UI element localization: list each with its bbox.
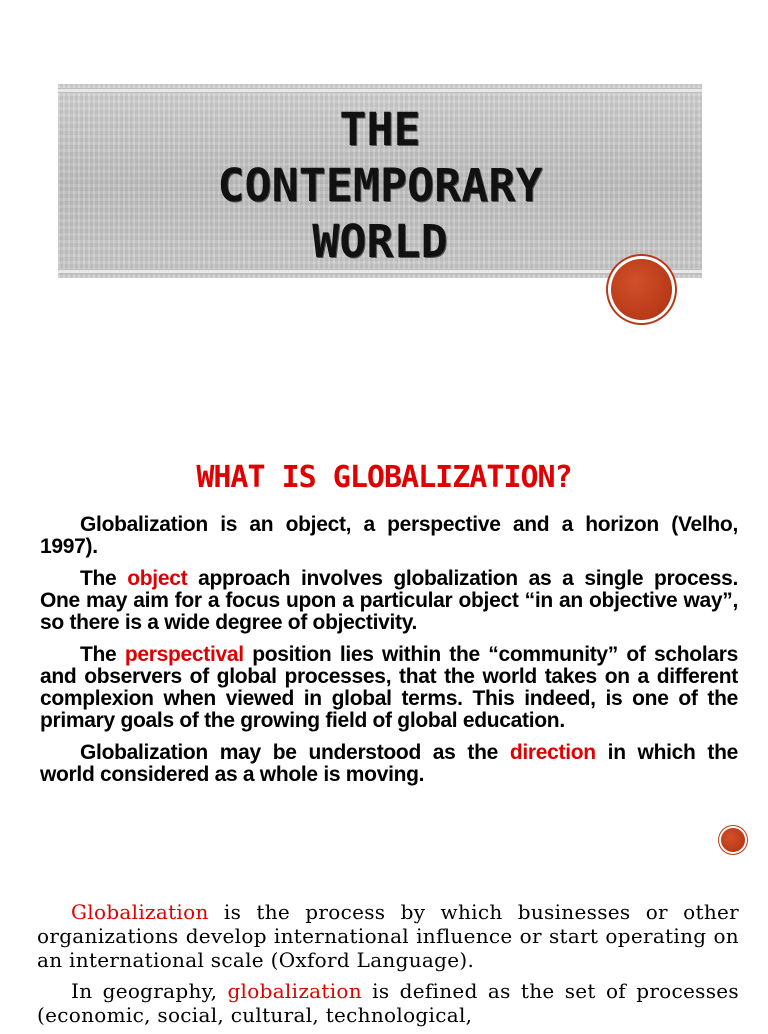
paragraph-2 — [37, 979, 739, 1027]
paragraph-2-text-b: approach involves globalization as a single process. One may aim for a focus upon a particular object “in an objective way”, so there is a wide degree of objectivity. — [40, 567, 738, 634]
paragraph-3-text-a: The — [80, 643, 125, 666]
paragraph-4-text-b: in which the world considered as a whole is moving. — [40, 741, 738, 786]
highlight-object: object — [127, 567, 188, 590]
paragraph-1-text: Globalization is an object, a perspective and a horizon (Velho, 1997). — [40, 513, 738, 558]
paragraph-1 — [40, 514, 738, 558]
highlight-direction: direction — [509, 741, 596, 764]
paragraph-3 — [40, 644, 738, 732]
title-slide — [0, 0, 768, 400]
paragraph-4 — [40, 742, 738, 786]
title-line-1: THE — [339, 103, 421, 156]
title-line-2: CONTEMPORARY — [217, 159, 543, 212]
highlight-globalization: Globalization — [71, 900, 209, 924]
slide-heading: WHAT IS GLOBALIZATION? — [196, 460, 572, 495]
slide-body — [40, 514, 738, 796]
globalization-process-slide — [0, 860, 768, 1027]
highlight-perspectival: perspectival — [124, 643, 244, 666]
slide-title — [58, 102, 702, 270]
paragraph-2-text-a: In geography, — [71, 979, 228, 1003]
paragraph-2 — [40, 568, 738, 634]
decorative-circle — [611, 259, 672, 320]
title-line-3: WORLD — [312, 215, 448, 268]
globalization-definition-slide — [0, 400, 768, 860]
title-banner — [58, 84, 702, 278]
paragraph-2-text-b: is defined as the set of processes (economic, social, cultural, technological, — [37, 979, 739, 1027]
paragraph-3-text-b: position lies within the “community” of scholars and observers of global processes, that the world takes on a different complexion when viewed in global terms. This indeed, is one of the primary goals of the growing field of global education. — [40, 643, 738, 732]
paragraph-1 — [37, 900, 739, 972]
highlight-globalization-2: globalization — [227, 979, 362, 1003]
paragraph-2-text-a: The — [80, 567, 128, 590]
paragraph-4-text-a: Globalization may be understood as the — [80, 741, 510, 764]
paragraph-1-text: is the process by which businesses or other organizations develop international influence or start operating on an international scale (Oxford Language). — [37, 900, 739, 972]
slide-body — [37, 900, 739, 1034]
decorative-circle — [721, 828, 745, 852]
